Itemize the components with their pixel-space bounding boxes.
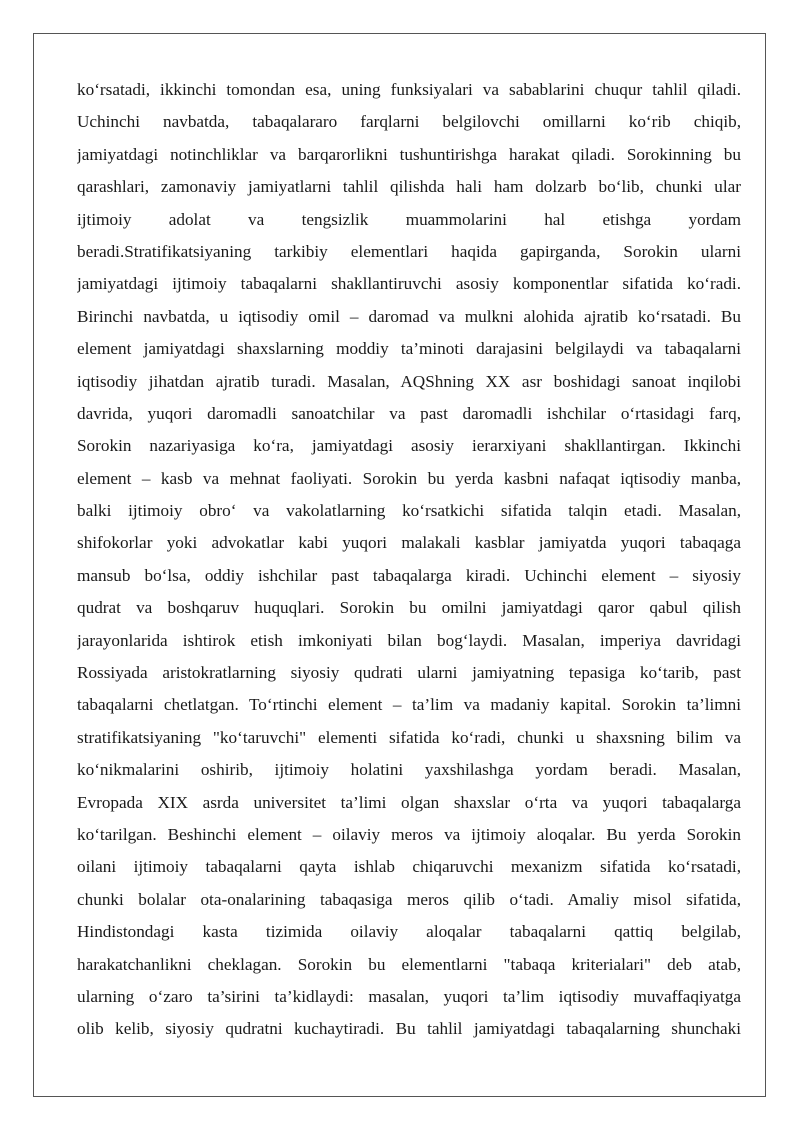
text-line: ko‘tarilgan. Beshinchi element – oilaviy meros va ijtimoiy aloqalar. Bu yerda Sorokin <box>77 824 741 844</box>
text-line: qarashlari, zamonaviy jamiyatlarni tahlil qilishda hali ham dolzarb bo‘lib, chunki ular <box>77 177 741 197</box>
text-line: element – kasb va mehnat faoliyati. Sorokin bu yerda kasbni nafaqat iqtisodiy manba, <box>77 468 741 488</box>
text-line: ijtimoiy adolat va tengsizlik muammolarini hal etishga yordam <box>77 209 741 229</box>
text-line: Rossiyada aristokratlarning siyosiy qudrati ularni jamiyatning tepasiga ko‘tarib, past <box>77 663 741 683</box>
text-line: Evropada XIX asrda universitet ta’limi olgan shaxslar o‘rta va yuqori tabaqalarga <box>77 792 741 812</box>
text-line: jarayonlarida ishtirok etish imkoniyati bilan bog‘laydi. Masalan, imperiya davridagi <box>77 630 741 650</box>
text-line: Birinchi navbatda, u iqtisodiy omil – daromad va mulkni alohida ajratib ko‘rsatadi. Bu <box>77 306 741 326</box>
text-line: beradi.Stratifikatsiyaning tarkibiy elementlari haqida gapirganda, Sorokin ularni <box>77 241 741 261</box>
text-line: ko‘rsatadi, ikkinchi tomondan esa, uning funksiyalari va sabablarini chuqur tahlil qiladi. <box>77 80 741 99</box>
text-line: davrida, yuqori daromadli sanoatchilar va past daromadli ishchilar o‘rtasidagi farq, <box>77 403 741 423</box>
text-line: shifokorlar yoki advokatlar kabi yuqori malakali kasblar jamiyatda yuqori tabaqaga <box>77 533 741 553</box>
text-line: stratifikatsiyaning "ko‘taruvchi" elementi sifatida ko‘radi, chunki u shaxsning bilim va <box>77 727 741 747</box>
text-line: jamiyatdagi notinchliklar va barqarorlikni tushuntirishga harakat qiladi. Sorokinning bu <box>77 144 741 164</box>
text-line: ko‘nikmalarini oshirib, ijtimoiy holatini yaxshilashga yordam beradi. Masalan, <box>77 760 741 780</box>
text-line: mansub bo‘lsa, oddiy ishchilar past tabaqalarga kiradi. Uchinchi element – siyosiy <box>77 565 741 585</box>
text-line: chunki bolalar ota-onalarining tabaqasiga meros qilib o‘tadi. Amaliy misol sifatida, <box>77 889 741 909</box>
text-line: element jamiyatdagi shaxslarning moddiy ta’minoti darajasini belgilaydi va tabaqalarni <box>77 339 741 359</box>
text-line: qudrat va boshqaruv huquqlari. Sorokin bu omilni jamiyatdagi qaror qabul qilish <box>77 598 741 618</box>
text-line: olib kelib, siyosiy qudratni kuchaytiradi. Bu tahlil jamiyatdagi tabaqalarning shunchaki <box>77 1019 741 1039</box>
text-line: jamiyatdagi ijtimoiy tabaqalarni shakllantiruvchi asosiy komponentlar sifatida ko‘radi. <box>77 274 741 294</box>
text-line: ularning o‘zaro ta’sirini ta’kidlaydi: masalan, yuqori ta’lim iqtisodiy muvaffaqiyatga <box>77 986 741 1006</box>
text-line: balki ijtimoiy obro‘ va vakolatlarning ko‘rsatkichi sifatida talqin etadi. Masalan, <box>77 501 741 521</box>
text-line: harakatchanlikni cheklagan. Sorokin bu elementlarni "tabaqa kriterialari" deb atab, <box>77 954 741 974</box>
text-line: oilani ijtimoiy tabaqalarni qayta ishlab chiqaruvchi mexanizm sifatida ko‘rsatadi, <box>77 857 741 877</box>
text-line: Hindistondagi kasta tizimida oilaviy aloqalar tabaqalarni qattiq belgilab, <box>77 922 741 942</box>
body-paragraph <box>77 74 741 1046</box>
text-line: Sorokin nazariyasiga ko‘ra, jamiyatdagi asosiy ierarxiyani shakllantirgan. Ikkinchi <box>77 436 741 456</box>
text-line: iqtisodiy jihatdan ajratib turadi. Masalan, AQShning XX asr boshidagi sanoat inqilobi <box>77 371 741 391</box>
text-line: tabaqalarni chetlatgan. To‘rtinchi element – ta’lim va madaniy kapital. Sorokin ta’limni <box>77 695 741 715</box>
text-line: Uchinchi navbatda, tabaqalararo farqlarni belgilovchi omillarni ko‘rib chiqib, <box>77 112 741 132</box>
